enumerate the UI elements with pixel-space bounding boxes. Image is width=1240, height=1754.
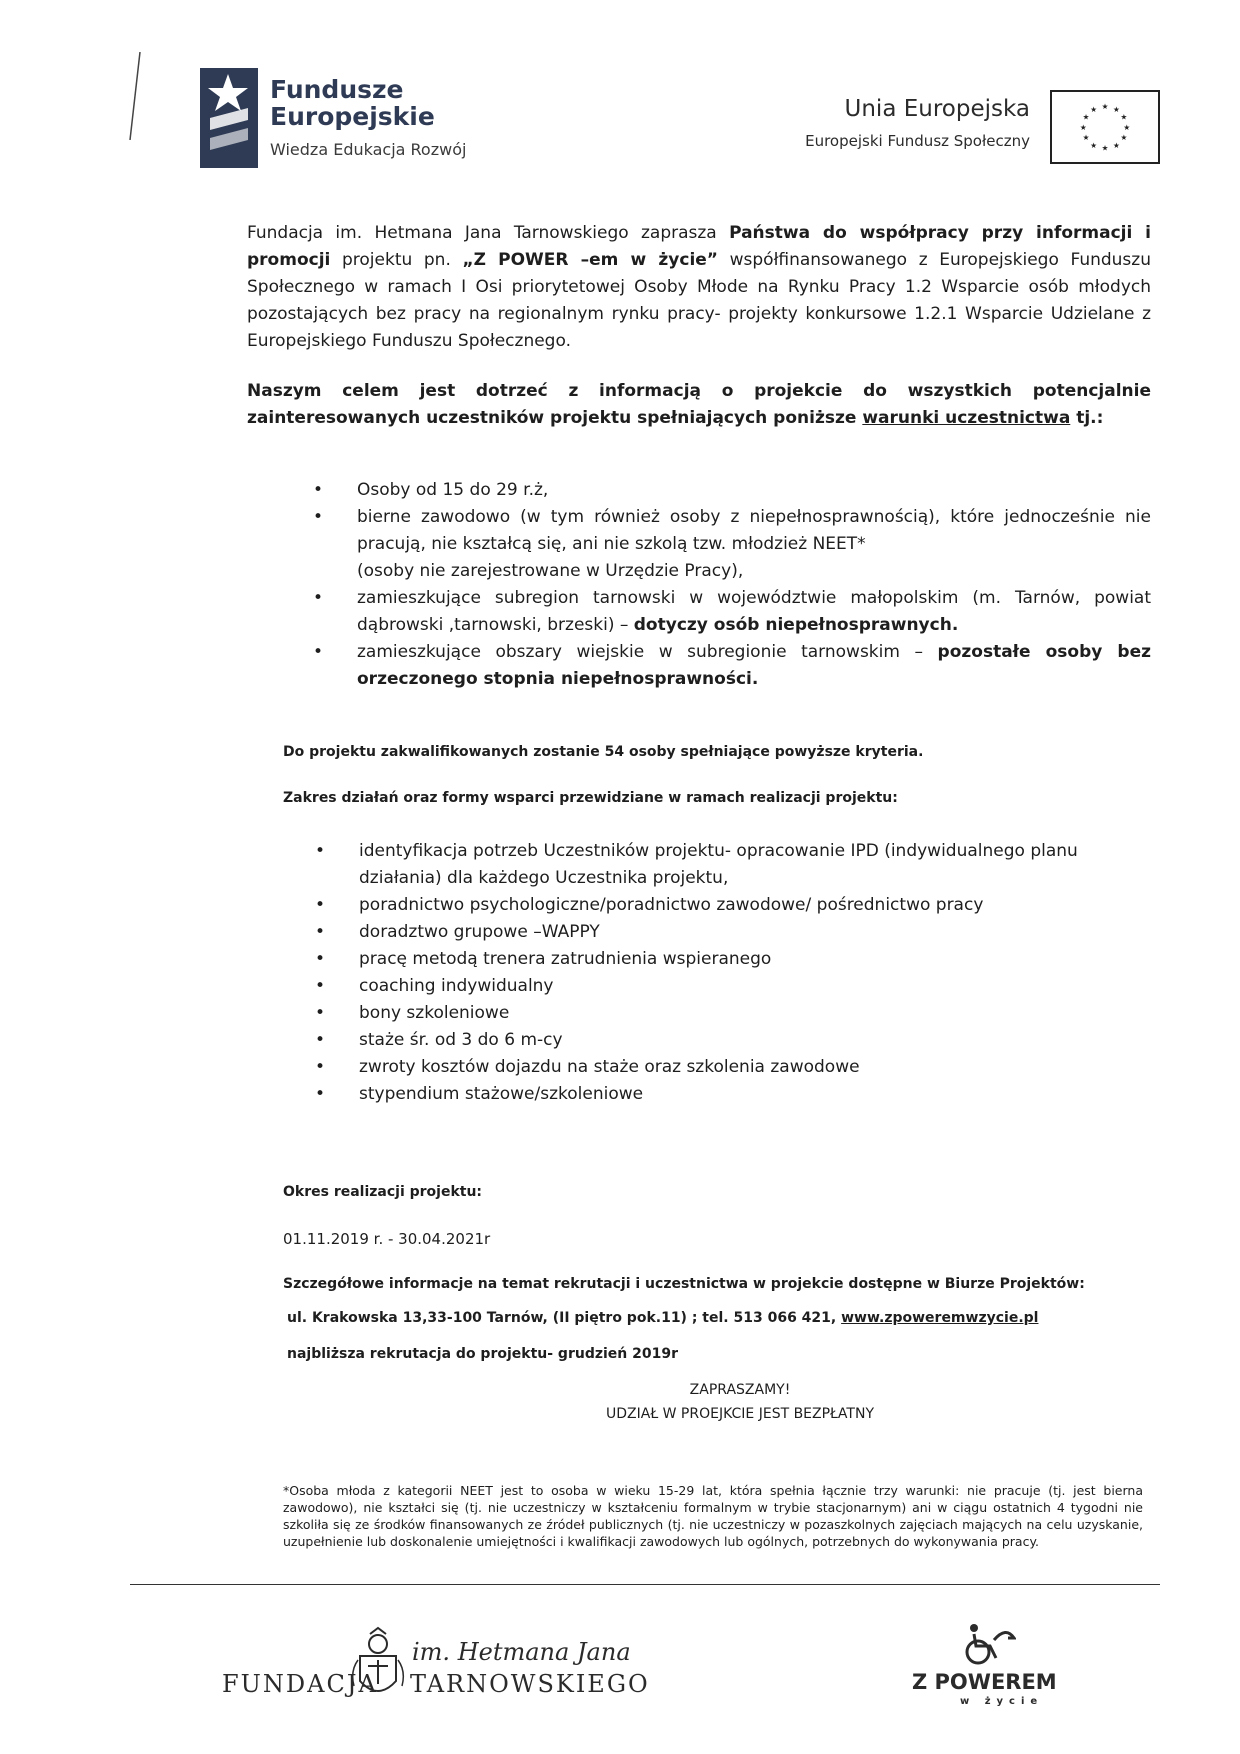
list-item: • Osoby od 15 do 29 r.ż, [313,477,1151,504]
z-powerem-word: Z POWEREM [912,1670,1057,1694]
period-value: 01.11.2019 r. - 30.04.2021r [283,1230,491,1248]
bullet-icon: • [315,1057,326,1077]
bullet-icon: • [315,1003,326,1023]
fe-title-line2: Europejskie [270,102,435,131]
intro-text-1: Fundacja im. Hetmana Jana Tarnowskiego zaprasza [247,223,730,243]
qualified-count: Do projektu zakwalifikowanych zostanie 54 osoby spełniające powyższe kryteria. [283,744,924,760]
fe-title-line1: Fundusze [270,75,404,104]
svg-text:★: ★ [1090,104,1098,114]
intro-text-2: projektu pn. [330,250,463,270]
goal-paragraph [247,378,1151,432]
list-item: • bony szkoleniowe [315,1000,1153,1027]
bullet-icon: • [313,507,324,527]
svg-text:★: ★ [1112,104,1120,114]
bullet-icon: • [315,976,326,996]
eu-flag-icon [1050,90,1160,164]
foundation-name: TARNOWSKIEGO [410,1670,650,1698]
crest-icon [350,1626,406,1706]
footnote: *Osoba młoda z kategorii NEET jest to osoba w wieku 15-29 lat, która spełnia łącznie trzy warunki: nie pracuje (tj. jest bierna zawodowo), nie kształci się (tj. nie uczestniczy w kształceniu formalnym w trybie stacjonarnym) ani w ciągu ostatnich 4 tygodni nie szkoliła się ze środków finansowanych ze źródeł publicznych (tj. nie uczestniczy w pozaszkolnych zajęciach mających na celu uzyskanie, uzupełnienie lub doskonalenie umiejętności i kwalifikacji zawodowych lub ogólnych, potrzebnych do wykonywania pracy. [283,1483,1143,1549]
svg-text:★: ★ [1112,140,1120,150]
svg-text:★: ★ [1101,143,1109,153]
bullet-icon: • [313,642,324,662]
list-item: • zamieszkujące obszary wiejskie w subregionie tarnowskim – pozostałe osoby bez orzeczonego stopnia niepełnosprawności. [313,639,1151,693]
bullet-icon: • [315,1084,326,1104]
list-item: • poradnictwo psychologiczne/poradnictwo zawodowe/ pośrednictwo pracy [315,892,1153,919]
svg-text:★: ★ [1079,122,1087,132]
fundusze-europejskie-logo-icon [200,68,258,168]
goal-text: Naszym celem jest dotrzeć z informacją o projekcie do wszystkich potencjalnie zainteresowanych uczestników projektu spełniających poniższe [247,381,1151,428]
bullet-icon: • [315,922,326,942]
footer-divider [130,1584,1160,1585]
svg-text:★: ★ [1090,140,1098,150]
criteria-list [313,477,1151,693]
eu-subtitle: Europejski Fundusz Społeczny [805,132,1030,150]
goal-tail: tj.: [1070,408,1104,428]
bullet-icon: • [315,841,326,861]
fe-subtitle: Wiedza Edukacja Rozwój [270,140,467,159]
fundusze-europejskie-logo [200,62,500,172]
foundation-word: FUNDACJA [222,1670,378,1698]
bullet-icon: • [313,480,324,500]
bullet-icon: • [315,1030,326,1050]
svg-text:★: ★ [1082,133,1090,143]
foundation-logo [222,1612,650,1722]
scope-heading: Zakres działań oraz formy wsparci przewidziane w ramach realizacji projektu: [283,790,898,806]
invite-text: ZAPRASZAMY! [689,1382,791,1398]
participation-conditions-link: warunki uczestnictwa [862,408,1071,428]
intro-paragraph [247,220,1151,355]
svg-text:★: ★ [1101,102,1109,112]
list-item: • doradztwo grupowe –WAPPY [315,919,1153,946]
website-link[interactable]: www.zpoweremwzycie.pl [841,1310,1039,1326]
list-item: • identyfikacja potrzeb Uczestników projektu- opracowanie IPD (indywidualnego planu działania) dla każdego Uczestnika projektu, [315,838,1153,892]
office-address [287,1310,1038,1326]
intro-bold-1: Państwa do współpracy przy informacji i promocji [247,223,1152,270]
intro-text-3: współfinansowanego z Europejskiego Funduszu Społecznego w ramach I Osi priorytetowej Osoby Młode na Rynku Pracy 1.2 Wsparcie osób młodych pozostających bez pracy na regionalnym rynku pracy- projekty konkursowe 1.2.1 Wsparcie Udzielane z Europejskiego Funduszu Społecznego. [247,250,1151,351]
address-text: ul. Krakowska 13,33-100 Tarnów, (II piętro pok.11) ; tel. 513 066 421, [287,1310,842,1326]
list-item: • coaching indywidualny [315,973,1153,1000]
project-name: „Z POWER –em w życie” [462,250,718,270]
bullet-icon: • [315,895,326,915]
info-heading: Szczegółowe informacje na temat rekrutacji i uczestnictwa w projekcie dostępne w Biurze Projektów: [283,1276,1085,1292]
list-item: • bierne zawodowo (w tym również osoby z niepełnosprawnością), które jednocześnie nie pracują, nie kształcą się, ani nie szkolą tzw. młodzież NEET* (osoby nie zarejestrowane w Urzędzie Pracy), [313,504,1151,585]
free-participation-text: UDZIAŁ W PROEJKCIE JEST BEZPŁATNY [606,1406,874,1422]
scan-mark [128,52,142,140]
svg-text:★: ★ [1120,133,1128,143]
nearest-recruitment: najbliższa rekrutacja do projektu- grudzień 2019r [287,1346,678,1362]
foundation-script: im. Hetmana Jana [412,1638,631,1666]
eu-title: Unia Europejska [844,96,1030,122]
list-item: • stypendium stażowe/szkoleniowe [315,1081,1153,1108]
svg-text:★: ★ [1123,122,1131,132]
list-item: • staże śr. od 3 do 6 m-cy [315,1027,1153,1054]
bullet-icon: • [315,949,326,969]
eu-logo [790,88,1170,168]
wheelchair-icon [960,1622,1016,1666]
list-item: • zamieszkujące subregion tarnowski w województwie małopolskim (m. Tarnów, powiat dąbrowski ,tarnowski, brzeski) – dotyczy osób niepełnosprawnych. [313,585,1151,639]
list-item: • pracę metodą trenera zatrudnienia wspieranego [315,946,1153,973]
list-item: • zwroty kosztów dojazdu na staże oraz szkolenia zawodowe [315,1054,1153,1081]
svg-text:★: ★ [1082,112,1090,122]
svg-text:★: ★ [1120,112,1128,122]
z-powerem-sub: w życie [960,1696,1044,1707]
period-heading: Okres realizacji projektu: [283,1184,483,1200]
bullet-icon: • [313,588,324,608]
z-powerem-logo [900,1612,1080,1722]
activities-list [315,838,1153,1108]
